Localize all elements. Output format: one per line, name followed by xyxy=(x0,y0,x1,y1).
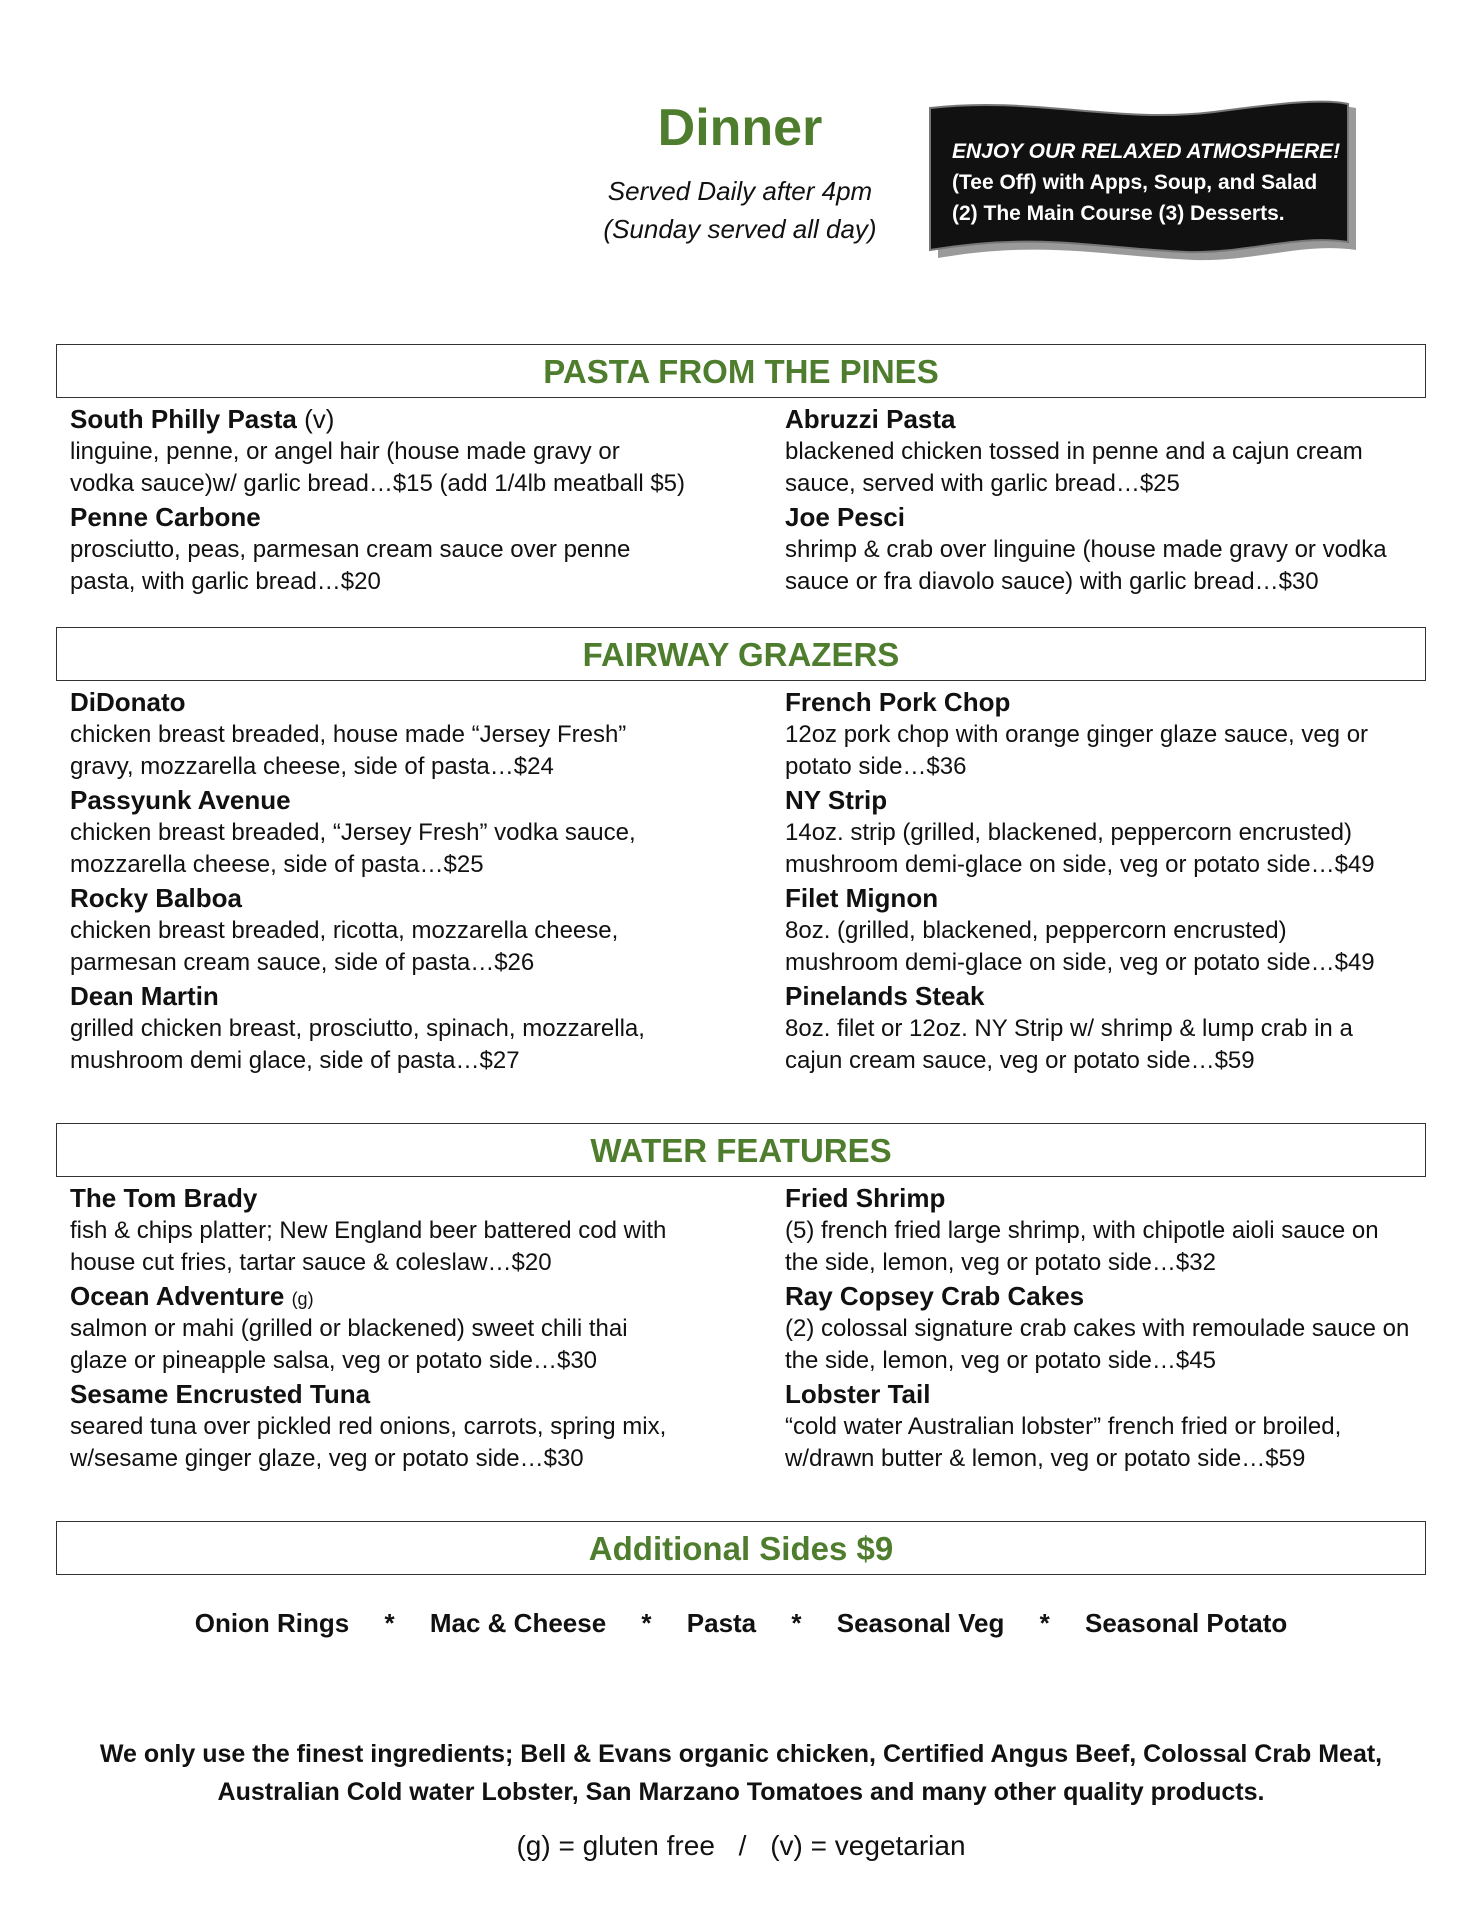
item-name: Pinelands Steak xyxy=(785,981,985,1011)
item-name: Ocean Adventure xyxy=(70,1281,285,1311)
vegetarian-legend: (v) = vegetarian xyxy=(770,1830,966,1861)
item-desc: mushroom demi glace, side of pasta…$27 xyxy=(70,1047,520,1074)
item-name: Joe Pesci xyxy=(785,502,905,532)
item-desc: parmesan cream sauce, side of pasta…$26 xyxy=(70,949,535,976)
gluten-free-legend: (g) = gluten free xyxy=(516,1830,715,1861)
item-desc: mushroom demi-glace on side, veg or potato side…$49 xyxy=(785,851,1375,878)
item-desc: w/drawn butter & lemon, veg or potato side…$59 xyxy=(785,1445,1306,1472)
item-desc: blackened chicken tossed in penne and a cajun cream xyxy=(785,438,1363,465)
item-name: Abruzzi Pasta xyxy=(785,404,956,434)
item-name: The Tom Brady xyxy=(70,1183,258,1213)
item-desc: chicken breast breaded, house made “Jersey Fresh” xyxy=(70,721,627,748)
section-header-sides: Additional Sides $9 xyxy=(56,1521,1426,1575)
item-name: South Philly Pasta xyxy=(70,404,297,434)
item-desc: fish & chips platter; New England beer battered cod with xyxy=(70,1217,667,1244)
banner-headline: ENJOY OUR RELAXED ATMOSPHERE! xyxy=(952,140,1341,163)
separator: * xyxy=(791,1608,802,1638)
item-desc: sauce, served with garlic bread…$25 xyxy=(785,470,1180,497)
item-name: Lobster Tail xyxy=(785,1379,931,1409)
menu-item xyxy=(70,500,730,598)
menu-item xyxy=(785,685,1445,783)
item-desc: the side, lemon, veg or potato side…$45 xyxy=(785,1347,1216,1374)
item-desc: 8oz. filet or 12oz. NY Strip w/ shrimp & lump crab in a xyxy=(785,1015,1353,1042)
atmosphere-banner xyxy=(924,100,1364,268)
item-desc: chicken breast breaded, ricotta, mozzarella cheese, xyxy=(70,917,619,944)
menu-item xyxy=(70,1279,730,1377)
item-desc: seared tuna over pickled red onions, carrots, spring mix, xyxy=(70,1413,667,1440)
menu-item xyxy=(785,402,1445,500)
item-name: Filet Mignon xyxy=(785,883,939,913)
item-name: Dean Martin xyxy=(70,981,219,1011)
item-desc: gravy, mozzarella cheese, side of pasta…$24 xyxy=(70,753,554,780)
menu-item xyxy=(70,1377,730,1475)
pasta-left-column xyxy=(70,402,730,598)
item-name: Passyunk Avenue xyxy=(70,785,291,815)
page-title: Dinner xyxy=(657,99,823,157)
side-item: Seasonal Potato xyxy=(1085,1608,1288,1638)
item-name: Ray Copsey Crab Cakes xyxy=(785,1281,1085,1311)
item-desc: house cut fries, tartar sauce & coleslaw…$20 xyxy=(70,1249,552,1276)
menu-item xyxy=(785,1377,1445,1475)
sunday-note: (Sunday served all day) xyxy=(603,214,877,244)
separator: * xyxy=(384,1608,395,1638)
item-name: Sesame Encrusted Tuna xyxy=(70,1379,371,1409)
menu-item xyxy=(785,1279,1445,1377)
ingredients-line: We only use the finest ingredients; Bell & Evans organic chicken, Certified Angus Beef, Colossal Crab Meat, xyxy=(99,1740,1383,1768)
fairway-right-column xyxy=(785,685,1445,1077)
menu-item xyxy=(70,1181,730,1279)
menu-item xyxy=(70,783,730,881)
item-name: Rocky Balboa xyxy=(70,883,242,913)
item-name: Fried Shrimp xyxy=(785,1183,946,1213)
dietary-tag: (g) xyxy=(291,1289,314,1309)
side-item: Seasonal Veg xyxy=(836,1608,1005,1638)
item-desc: mushroom demi-glace on side, veg or potato side…$49 xyxy=(785,949,1375,976)
sides-list xyxy=(56,1608,1426,1639)
ingredients-line: Australian Cold water Lobster, San Marzano Tomatoes and many other quality products. xyxy=(217,1778,1265,1806)
menu-item xyxy=(785,783,1445,881)
dietary-legend xyxy=(56,1830,1426,1862)
item-desc: prosciutto, peas, parmesan cream sauce over penne xyxy=(70,536,631,563)
legend-separator: / xyxy=(738,1830,747,1861)
item-desc: grilled chicken breast, prosciutto, spinach, mozzarella, xyxy=(70,1015,645,1042)
item-name: DiDonato xyxy=(70,687,186,717)
item-desc: linguine, penne, or angel hair (house made gravy or xyxy=(70,438,620,465)
separator: * xyxy=(641,1608,652,1638)
item-desc: mozzarella cheese, side of pasta…$25 xyxy=(70,851,484,878)
item-desc: (2) colossal signature crab cakes with remoulade sauce on xyxy=(785,1315,1410,1342)
item-desc: pasta, with garlic bread…$20 xyxy=(70,568,381,595)
side-item: Mac & Cheese xyxy=(429,1608,607,1638)
item-desc: salmon or mahi (grilled or blackened) sweet chili thai xyxy=(70,1315,628,1342)
menu-item xyxy=(785,979,1445,1077)
fairway-left-column xyxy=(70,685,730,1077)
menu-item xyxy=(785,1181,1445,1279)
item-desc: (5) french fried large shrimp, with chipotle aioli sauce on xyxy=(785,1217,1379,1244)
item-desc: glaze or pineapple salsa, veg or potato side…$30 xyxy=(70,1347,598,1374)
item-name: NY Strip xyxy=(785,785,888,815)
banner-course-1: (Tee Off) with Apps, Soup, and Salad xyxy=(952,171,1318,194)
separator: * xyxy=(1039,1608,1050,1638)
item-desc: potato side…$36 xyxy=(785,753,967,780)
section-header-water: WATER FEATURES xyxy=(56,1123,1426,1177)
pasta-right-column xyxy=(785,402,1445,598)
menu-item xyxy=(70,979,730,1077)
side-item: Onion Rings xyxy=(194,1608,350,1638)
item-desc: 8oz. (grilled, blackened, peppercorn encrusted) xyxy=(785,917,1287,944)
menu-item xyxy=(70,881,730,979)
item-desc: “cold water Australian lobster” french fried or broiled, xyxy=(785,1413,1342,1440)
menu-item xyxy=(785,881,1445,979)
section-header-fairway: FAIRWAY GRAZERS xyxy=(56,627,1426,681)
service-hours: Served Daily after 4pm xyxy=(607,176,873,206)
menu-item xyxy=(785,500,1445,598)
item-desc: chicken breast breaded, “Jersey Fresh” vodka sauce, xyxy=(70,819,636,846)
water-left-column xyxy=(70,1181,730,1475)
water-right-column xyxy=(785,1181,1445,1475)
banner-course-2: (2) The Main Course (3) Desserts. xyxy=(952,202,1285,225)
item-desc: cajun cream sauce, veg or potato side…$59 xyxy=(785,1047,1255,1074)
menu-item xyxy=(70,402,730,500)
ingredients-note xyxy=(56,1735,1426,1811)
menu-item xyxy=(70,685,730,783)
side-item: Pasta xyxy=(686,1608,757,1638)
item-desc: w/sesame ginger glaze, veg or potato side…$30 xyxy=(70,1445,584,1472)
item-desc: 12oz pork chop with orange ginger glaze sauce, veg or xyxy=(785,721,1369,748)
item-desc: sauce or fra diavolo sauce) with garlic bread…$30 xyxy=(785,568,1319,595)
item-desc: vodka sauce)w/ garlic bread…$15 (add 1/4lb meatball $5) xyxy=(70,470,686,497)
section-header-pasta: PASTA FROM THE PINES xyxy=(56,344,1426,398)
dietary-tag: (v) xyxy=(304,404,335,434)
item-name: Penne Carbone xyxy=(70,502,261,532)
item-desc: the side, lemon, veg or potato side…$32 xyxy=(785,1249,1216,1276)
item-desc: shrimp & crab over linguine (house made gravy or vodka xyxy=(785,536,1387,563)
item-name: French Pork Chop xyxy=(785,687,1011,717)
item-desc: 14oz. strip (grilled, blackened, peppercorn encrusted) xyxy=(785,819,1352,846)
